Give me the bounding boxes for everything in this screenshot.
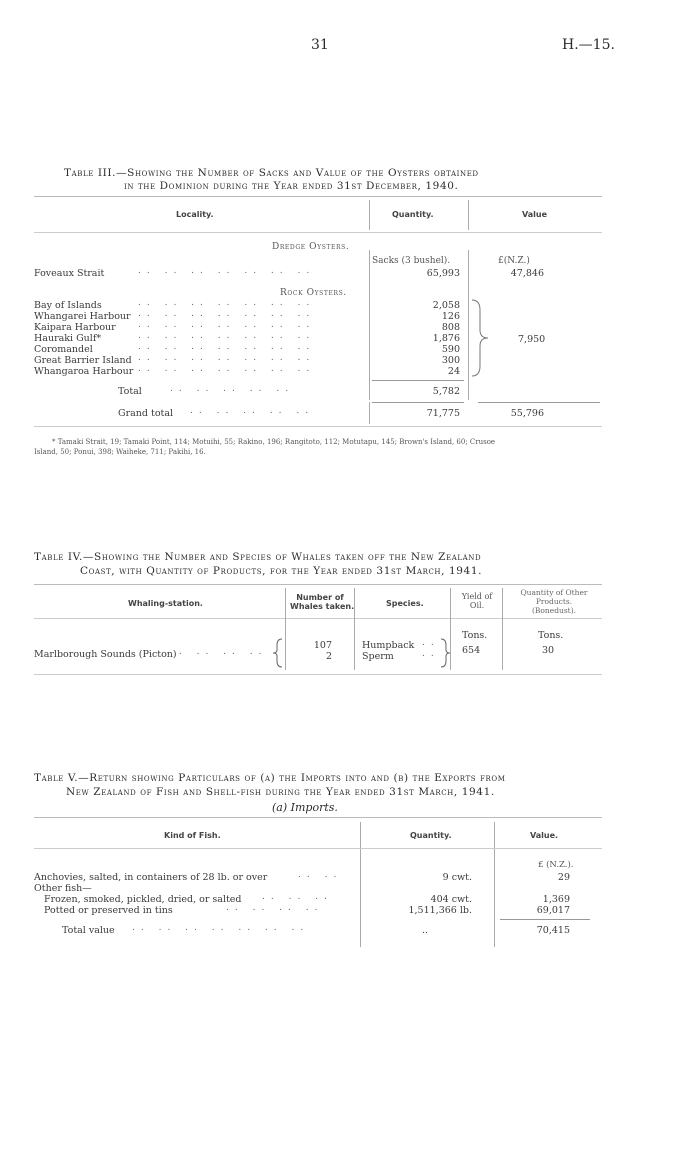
whaling-station-name: Marlborough Sounds (Picton) bbox=[34, 649, 177, 660]
leader-dots: .. .. .. .. .. .. .. bbox=[132, 923, 310, 933]
table3-col-quantity: Quantity. bbox=[392, 210, 434, 219]
rock-locality-quantity: 808 bbox=[441, 322, 460, 333]
table5-top-rule bbox=[34, 817, 602, 818]
leader-dots: .. .. bbox=[298, 870, 343, 880]
foveaux-strait-label: Foveaux Strait bbox=[34, 268, 105, 279]
table3-bottom-rule bbox=[34, 426, 602, 427]
leader-dots: .. .. .. .. .. bbox=[170, 384, 295, 394]
table5-total-label: Total value bbox=[62, 925, 115, 936]
table5-divider-1 bbox=[360, 822, 361, 947]
rock-locality-label: Coromandel bbox=[34, 344, 93, 355]
table4-other-unit: Tons. bbox=[538, 630, 564, 641]
rock-locality-quantity: 24 bbox=[447, 366, 460, 377]
rock-locality-quantity: 2,058 bbox=[432, 300, 460, 311]
rock-locality-label: Great Barrier Island bbox=[34, 355, 132, 366]
rock-locality-quantity: 300 bbox=[441, 355, 460, 366]
table5-divider-2 bbox=[494, 822, 495, 947]
rock-oysters-value: 7,950 bbox=[518, 334, 546, 345]
leader-dots: .. .. .. .. .. bbox=[190, 406, 315, 416]
leader-dots: .. bbox=[422, 649, 440, 659]
table5-col-quantity: Quantity. bbox=[410, 831, 452, 840]
right-brace-icon bbox=[438, 638, 452, 668]
anchovies-label: Anchovies, salted, in containers of 28 lb. or over bbox=[34, 872, 268, 883]
rock-locality-quantity: 126 bbox=[441, 311, 460, 322]
table3-grand-total-quantity: 71,775 bbox=[426, 408, 460, 419]
table4-col-yield-line1: Yield of bbox=[461, 592, 493, 601]
leader-dots: .. .. .. bbox=[262, 892, 333, 902]
frozen-fish-value: 1,369 bbox=[542, 894, 570, 905]
anchovies-quantity: 9 cwt. bbox=[442, 872, 472, 883]
table4-col-number-line2: Whales taken. bbox=[290, 602, 355, 611]
table5-title-line1: Table V.—Return showing Particulars of (a) the Imports into and (b) the Exports from bbox=[34, 772, 506, 784]
rock-locality-label: Whangaroa Harbour bbox=[34, 366, 134, 377]
table4-col-other-line2: Products. bbox=[535, 597, 573, 606]
table5-total-value: 70,415 bbox=[536, 925, 570, 936]
potted-fish-label: Potted or preserved in tins bbox=[44, 905, 173, 916]
table4-col-station: Whaling-station. bbox=[128, 599, 203, 608]
table3-title-line2: in the Dominion during the Year ended 31st December, 1940. bbox=[124, 180, 459, 192]
foveaux-strait-value: 47,846 bbox=[510, 268, 544, 279]
table5-total-rule bbox=[500, 919, 590, 920]
leader-dots: .. .. .. .. .. .. .. bbox=[138, 266, 316, 276]
rock-oysters-heading: Rock Oysters. bbox=[280, 288, 347, 298]
table3-grand-total-label: Grand total bbox=[118, 408, 174, 419]
table4-col-number-line1: Number of bbox=[296, 593, 344, 602]
rock-locality-label: Whangarei Harbour bbox=[34, 311, 131, 322]
table5-col-kind: Kind of Fish. bbox=[164, 831, 221, 840]
table5-subtitle: (a) Imports. bbox=[272, 801, 338, 814]
table3-footnote-line2: Island, 50; Ponui, 398; Waiheke, 711; Pakihi, 16. bbox=[34, 448, 206, 456]
table4-yield-unit: Tons. bbox=[462, 630, 488, 641]
table3-top-rule bbox=[34, 196, 602, 197]
left-brace-icon bbox=[272, 638, 286, 668]
table4-bottom-rule bbox=[34, 674, 602, 675]
table5-total-quantity: .. bbox=[422, 925, 429, 936]
table4-title-line1: Table IV.—Showing the Number and Species of Whales taken off the New Zealand bbox=[34, 551, 482, 563]
whale-species: Sperm bbox=[362, 651, 394, 662]
potted-fish-quantity: 1,511,366 lb. bbox=[408, 905, 472, 916]
table3-header-divider-1 bbox=[369, 200, 370, 230]
table3-header-rule bbox=[34, 232, 602, 233]
leader-dots: .. bbox=[422, 638, 440, 648]
table4-top-rule bbox=[34, 584, 602, 585]
table4-col-other-line1: Quantity of Other bbox=[520, 588, 588, 597]
table3-total-rule bbox=[372, 380, 464, 381]
table3-header-divider-2 bbox=[468, 200, 469, 230]
whales-number: 107 bbox=[313, 640, 332, 651]
table3-title-line1: Table III.—Showing the Number of Sacks and Value of the Oysters obtained bbox=[64, 167, 479, 179]
table3-footnote-line1: * Tamaki Strait, 19; Tamaki Point, 114; Motuihi, 55; Rakino, 196; Rangitoto, 112; Motutapu, 145; Brown's Island, 60; Crusoe bbox=[52, 438, 496, 446]
table4-title-line2: Coast, with Quantity of Products, for the Year ended 31st March, 1941. bbox=[80, 565, 483, 577]
table3-col-value: Value bbox=[522, 210, 548, 219]
table3-quantity-unit: Sacks (3 bushel). bbox=[372, 256, 451, 266]
leader-dots: .. .. .. .. bbox=[226, 903, 324, 913]
table4-col-yield-line2: Oil. bbox=[469, 601, 485, 610]
frozen-fish-label: Frozen, smoked, pickled, dried, or salted bbox=[44, 894, 242, 905]
table3-body-divider-1 bbox=[369, 250, 370, 400]
other-fish-label: Other fish— bbox=[34, 883, 92, 894]
document-reference: H.—15. bbox=[562, 37, 615, 53]
table4-col-species: Species. bbox=[386, 599, 424, 608]
table3-grand-rule-1 bbox=[372, 402, 464, 403]
right-brace-icon bbox=[468, 298, 498, 378]
oil-yield: 654 bbox=[462, 645, 481, 656]
table5-value-unit: £ (N.Z.). bbox=[538, 860, 574, 870]
rock-locality-quantity: 590 bbox=[441, 344, 460, 355]
page-number: 31 bbox=[311, 37, 329, 53]
dredge-oysters-heading: Dredge Oysters. bbox=[272, 242, 350, 252]
table3-grand-divider bbox=[369, 402, 370, 424]
other-products-quantity: 30 bbox=[542, 645, 555, 656]
table4-divider-2 bbox=[354, 588, 355, 670]
table5-header-rule bbox=[34, 848, 602, 849]
whale-species: Humpback bbox=[362, 640, 415, 651]
table3-grand-rule-2 bbox=[478, 402, 600, 403]
table4-divider-4 bbox=[502, 588, 503, 670]
rock-locality-label: Kaipara Harbour bbox=[34, 322, 116, 333]
table3-value-unit: £(N.Z.) bbox=[498, 256, 530, 266]
foveaux-strait-quantity: 65,993 bbox=[426, 268, 460, 279]
leader-dots: .. .. .. .. .. .. .. .. .. .. .. .. .. .. .. .. .. .. .. .. .. .. .. .. .. .. .. .. .. .. .. .. .. .. .. .. .. .. .. .. .. .. .. .. .. .. .. .. .. bbox=[138, 298, 316, 374]
table3-total-quantity: 5,782 bbox=[432, 386, 460, 397]
rock-locality-label: Bay of Islands bbox=[34, 300, 102, 311]
table4-header-rule bbox=[34, 618, 602, 619]
potted-fish-value: 69,017 bbox=[536, 905, 570, 916]
table3-total-label: Total bbox=[118, 386, 142, 397]
table5-col-value: Value. bbox=[530, 831, 559, 840]
rock-locality-quantity: 1,876 bbox=[432, 333, 460, 344]
whales-number: 2 bbox=[325, 651, 332, 662]
table3-grand-total-value: 55,796 bbox=[510, 408, 544, 419]
table4-col-other-line3: (Bonedust). bbox=[531, 606, 577, 615]
rock-locality-label: Hauraki Gulf* bbox=[34, 333, 102, 344]
anchovies-value: 29 bbox=[557, 872, 570, 883]
frozen-fish-quantity: 404 cwt. bbox=[430, 894, 472, 905]
table3-col-locality: Locality. bbox=[176, 210, 214, 219]
table5-title-line2: New Zealand of Fish and Shell-fish during the Year ended 31st March, 1941. bbox=[66, 786, 495, 798]
leader-dots: .. .. .. .. bbox=[170, 647, 268, 657]
